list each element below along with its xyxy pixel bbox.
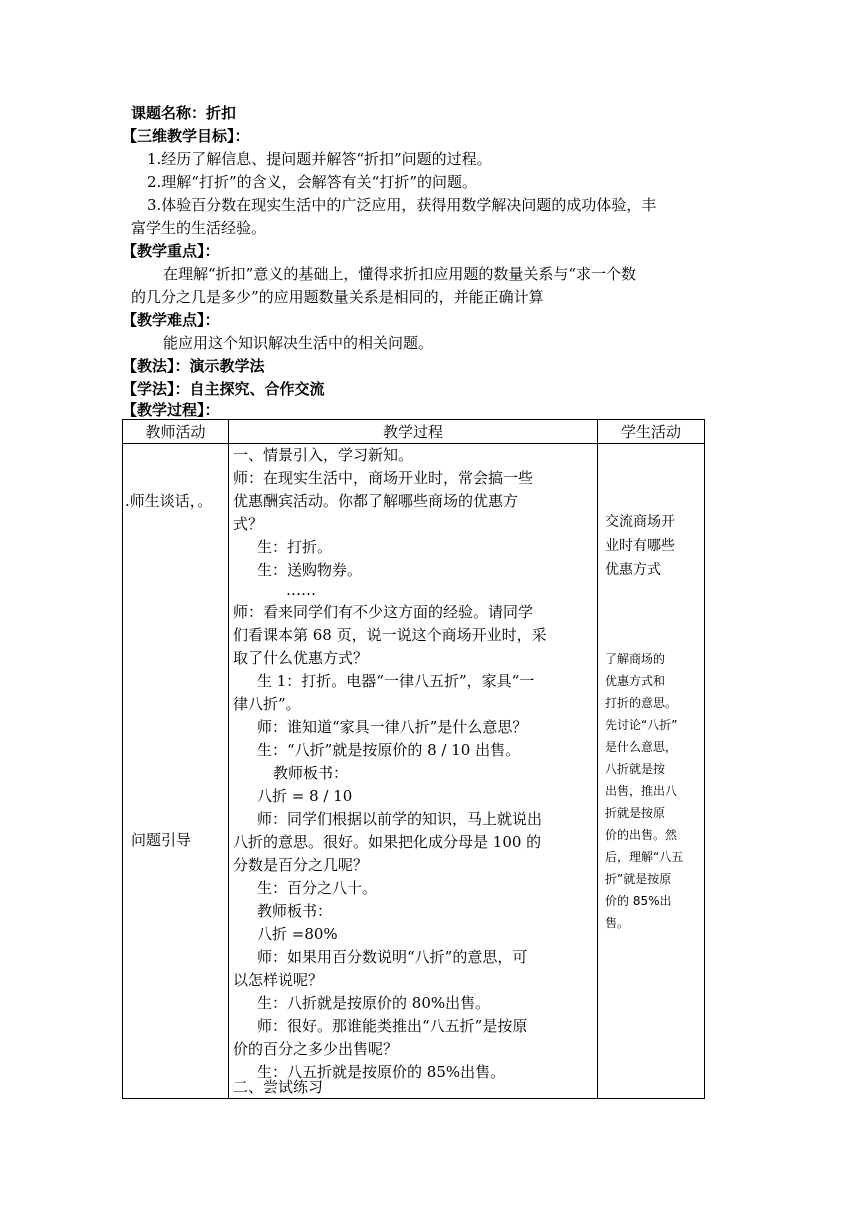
key-line-2: 的几分之几是多少”的应用题数量关系是相同的，并能正确计算 (131, 288, 544, 306)
student-note-line: 售。 (605, 916, 630, 930)
process-line: 八折 =80% (257, 925, 338, 943)
process-line: 一、情景引入，学习新知。 (233, 446, 414, 464)
goal-line-3: 3.体验百分数在现实生活中的广泛应用，获得用数学解决问题的成功体验，丰 (147, 196, 657, 214)
teacher-note-2: 问题引导 (131, 831, 192, 849)
process-column (229, 444, 598, 1099)
process-line: 生：打折。 (257, 538, 333, 556)
goal-line-4: 富学生的生活经验。 (131, 219, 267, 237)
lesson-title: 课题名称：折扣 (131, 104, 237, 122)
process-line: 生：“八折”就是按原价的 8 / 10 出售。 (257, 741, 521, 759)
process-line: 们看课本第 68 页，说一说这个商场开业时，采 (233, 626, 547, 644)
student-note-line: 是什么意思， (605, 740, 678, 754)
key-heading: 【教学重点】： (122, 242, 220, 260)
teacher-column (123, 444, 229, 1099)
process-line: 八折 = 8 / 10 (257, 787, 353, 805)
student-note-line: 了解商场的 (605, 652, 666, 666)
process-line: 生：八五折就是按原价的 85%出售。 (257, 1063, 506, 1081)
process-line: …… (286, 581, 316, 599)
goal-line-1: 1.经历了解信息、提问题并解答“折扣”问题的过程。 (147, 150, 492, 168)
teacher-note-1: .师生谈话，。 (125, 492, 213, 510)
goal-line-2: 2.理解“打折”的含义，会解答有关“打折”的问题。 (147, 173, 477, 191)
process-line: 师：看来同学们有不少这方面的经验。请同学 (233, 603, 534, 621)
header-student: 学生活动 (598, 420, 705, 444)
student-note-line: 打折的意思。 (605, 696, 678, 710)
student-note-line: 优惠方式和 (605, 674, 666, 688)
student-note-line: 价的 85%出 (605, 894, 672, 908)
header-teacher: 教师活动 (123, 420, 229, 444)
process-line: 取了什么优惠方式？ (233, 649, 369, 667)
goals-heading: 【三维教学目标】： (122, 127, 250, 145)
process-line: 生 1：打折。电器“一律八五折”，家具“一 (257, 672, 535, 690)
process-line: 师：如果用百分数说明“八折”的意思，可 (257, 948, 528, 966)
process-line: 师：在现实生活中，商场开业时，常会搞一些 (233, 469, 534, 487)
header-process: 教学过程 (229, 420, 598, 444)
student-activity-line: 优惠方式 (605, 562, 661, 578)
process-line: 生：送购物券。 (257, 561, 363, 579)
difficulty-text: 能应用这个知识解决生活中的相关问题。 (163, 334, 434, 352)
table-body-row (123, 444, 705, 1099)
student-note-line: 价的出售。然 (605, 828, 678, 842)
process-line: 教师板书： (273, 764, 349, 782)
learning-line: 【学法】：自主探究、合作交流 (122, 380, 325, 398)
student-activity-line: 业时有哪些 (605, 538, 675, 554)
student-note-line: 后，理解“八五 (605, 850, 684, 864)
process-line: 师：谁知道“家具一律八折”是什么意思？ (257, 718, 528, 736)
table-header-row (123, 420, 705, 444)
student-column (598, 444, 705, 1099)
process-line: 价的百分之多少出售呢？ (233, 1040, 399, 1058)
student-note-line: 出售，推出八 (605, 784, 678, 798)
process-line: 分数是百分之几呢？ (233, 856, 369, 874)
student-activity-line: 交流商场开 (605, 514, 675, 530)
process-line: 生：百分之八十。 (257, 879, 378, 897)
student-note-line: 折”就是按原 (605, 872, 672, 886)
lesson-table (122, 419, 705, 1099)
process-line: 优惠酬宾活动。你都了解哪些商场的优惠方 (233, 492, 519, 510)
method-line: 【教法】：演示教学法 (122, 357, 265, 375)
student-note-line: 先讨论“八折” (605, 718, 678, 732)
key-line-1: 在理解“折扣”意义的基础上，懂得求折扣应用题的数量关系与“求一个数 (163, 265, 637, 283)
process-line: 律八折”。 (233, 695, 301, 713)
process-line: 师：同学们根据以前学的知识，马上就说出 (257, 810, 543, 828)
process-line: 二、尝试练习 (233, 1078, 324, 1096)
process-line: 生：八折就是按原价的 80%出售。 (257, 994, 491, 1012)
student-note-line: 折就是按原 (605, 806, 666, 820)
process-line: 以怎样说呢？ (233, 971, 324, 989)
process-heading: 【教学过程】： (122, 401, 220, 419)
process-line: 八折的意思。很好。如果把化成分母是 100 的 (233, 833, 542, 851)
difficulty-heading: 【教学难点】： (122, 311, 220, 329)
process-line: 教师板书： (257, 902, 333, 920)
process-line: 师：很好。那谁能类推出“八五折”是按原 (257, 1017, 528, 1035)
student-note-line: 八折就是按 (605, 762, 666, 776)
process-line: 式？ (233, 515, 264, 533)
